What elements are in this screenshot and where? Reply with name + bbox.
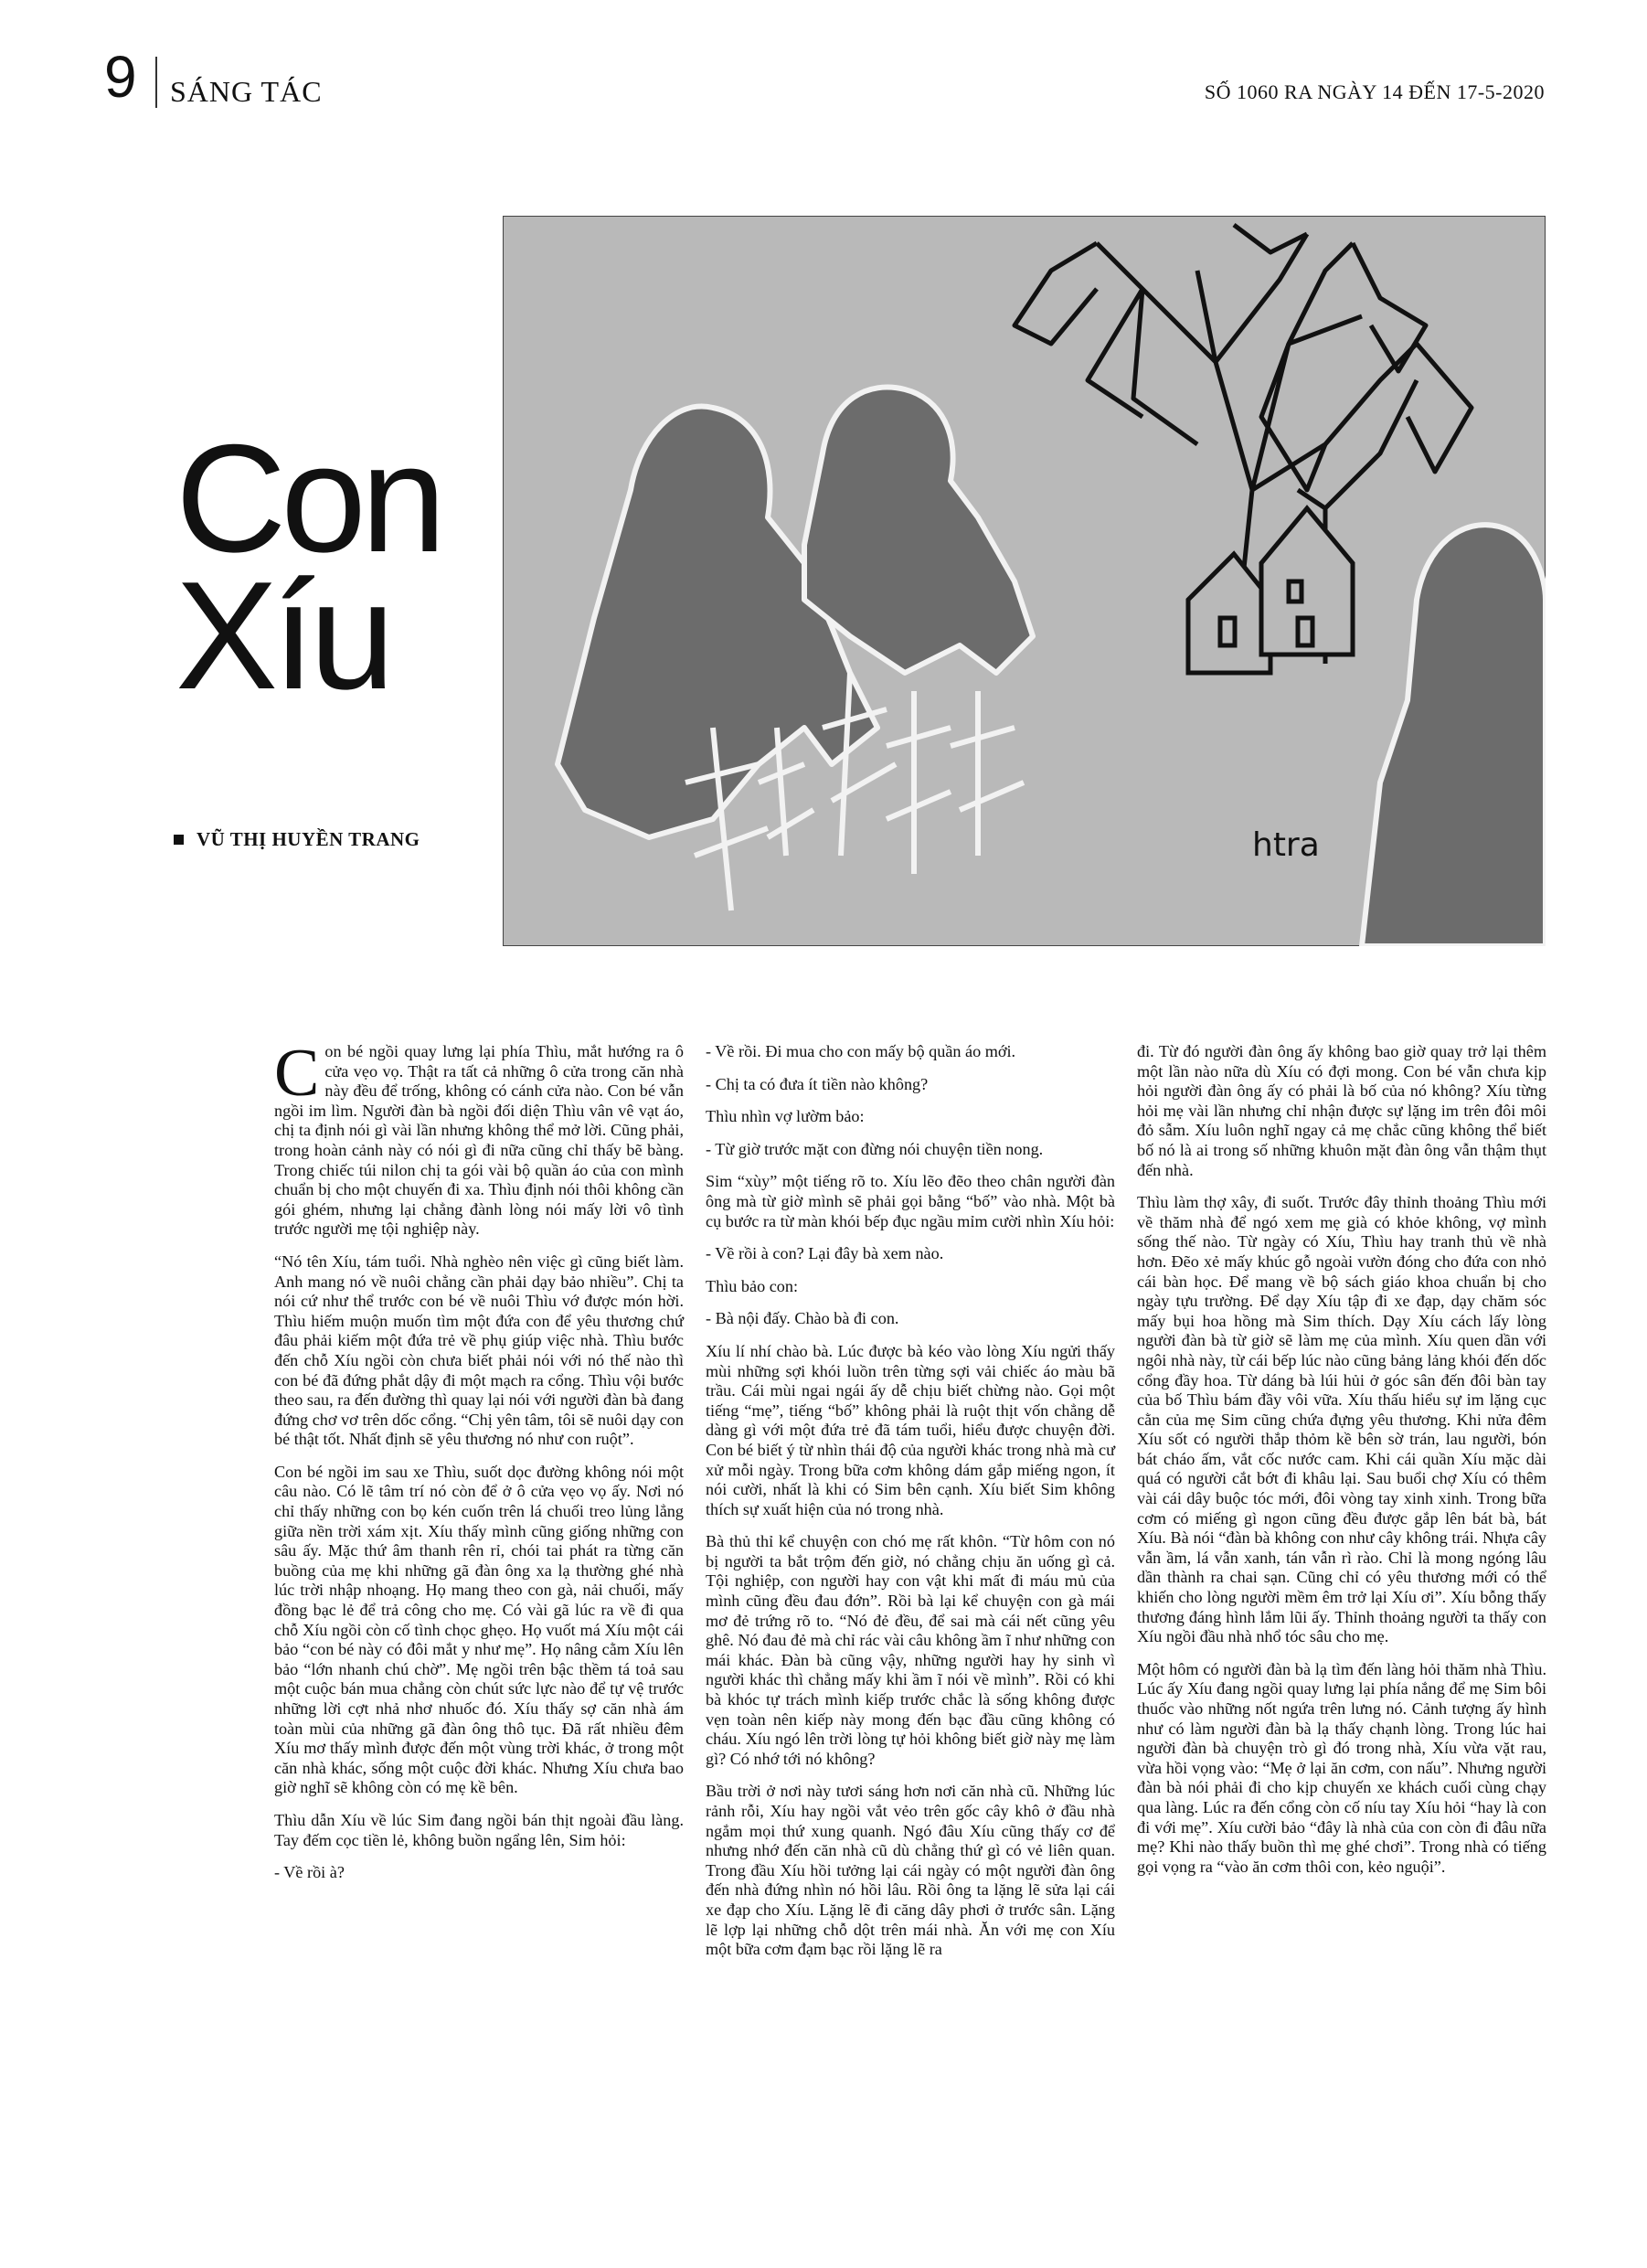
header-divider [155,57,157,108]
paragraph: Thìu dẫn Xíu về lúc Sim đang ngồi bán thịt ngoài đầu làng. Tay đếm cọc tiền lẻ, không buồn ngẩng lên, Sim hỏi: [274,1810,684,1849]
column-1 [274,1036,684,2231]
paragraph: - Bà nội đấy. Chào bà đi con. [706,1309,899,1328]
paragraph: Bầu trời ở nơi này tươi sáng hơn nơi căn nhà cũ. Những lúc rảnh rỗi, Xíu hay ngồi vắt vẻo trên gốc cây khô ở đầu nhà ngắm mọi thứ xung quanh. Ngó đâu Xíu cũng thấy cơ để nhưng nhớ đến căn nhà cũ dù chẳng thứ gì có vẻ liên quan. Trong đầu Xíu hồi tưởng lại cái ngày có một người đàn ông đến nhà đứng nhìn nó hồi lâu. Rồi ông ta lặng lẽ sửa lại cái xe đạp cho Xíu. Lặng lẽ đi căng dây phơi ở trước sân. Lặng lẽ lợp lại những chỗ dột trên mái nhà. Ăn với mẹ con Xíu một bữa cơm đạm bạc rồi lặng lẽ ra [706,1782,1115,1959]
page-header [0,0,1647,119]
author-name: VŨ THỊ HUYỀN TRANG [197,828,420,850]
section-name: SÁNG TÁC [170,75,323,108]
paragraph: - Về rồi à con? Lại đây bà xem nào. [706,1244,944,1263]
issue-info: SỐ 1060 RA NGÀY 14 ĐẾN 17-5-2020 [1204,80,1545,103]
article-body [274,1036,1546,2231]
drop-cap: C [274,1036,320,1111]
paragraph: - Chị ta có đưa ít tiền nào không? [706,1074,929,1093]
paragraph: Bà thủ thỉ kể chuyện con chó mẹ rất khôn. “Từ hôm con nó bị người ta bắt trộm đến giờ, nó chẳng chịu ăn uống gì cả. Tội nghiệp, con người hay con vật khi mất đi máu mủ của mình cũng đều đau đớn”. Rồi bà lại kể chuyện con gà mái mơ đẻ trứng rõ to. “Nó đẻ đều, để sai mà cái nết cũng yêu ghê. Nó đau đẻ mà chỉ rác vài câu không ầm ĩ như những con mái khác. Đàn bà cũng vậy, những người hay hy sinh vì người khác thì chẳng mấy khi ầm ĩ nói về mình”. Rồi có khi bà khóc tự trách mình kiếp trước chắc là sống không được vẹn toàn nên kiếp này mong đến bạc đầu cũng không có cháu. Xíu ngó lên trời lòng tự hỏi không biết giờ này mẹ làm gì? Có nhớ tới nó không? [706,1532,1115,1768]
paragraph: Con bé ngồi im sau xe Thìu, suốt dọc đường không nói một câu nào. Có lẽ tâm trí nó còn để ở ô cửa vẹo vọ ấy. Nơi nó chỉ thấy những con bọ kén cuốn trên lá chuối treo lủng lẳng giữa nền trời xám xịt. Xíu thấy mình cũng giống những con sâu ấy. Mặc thứ âm thanh rên rỉ, chói tai phát ra từng căn buồng của mẹ khi những gã đàn ông xa lạ thường ghé nhà lúc trời nhập nhoạng. Họ mang theo con gà, nải chuối, mấy đồng bạc lẻ để trả công cho mẹ. Có vài gã lúc ra về đi qua chỗ Xíu ngồi còn cố tình chọc ghẹo. Họ vuốt má Xíu một cái bảo “con bé này có đôi mắt y như mẹ”. Họ nâng cằm Xíu lên bảo “lớn nhanh chú chờ”. Mẹ ngồi trên bậc thềm tá toả sau một cuộc bán mua chẳng còn chút sức lực nào để tự vệ trước những lời cợt nhả nhơ nhuốc đó. Xíu thấy sợ căn nhà ám toàn mùi của những gã đàn ông thô tục. Đã rất nhiều đêm Xíu mơ thấy mình được đến một vùng trời khác, ở trong một căn nhà khác, sống một cuộc đời khác. Nhưng Xíu chưa bao giờ nghĩ sẽ không còn có mẹ kề bên. [274,1462,684,1797]
paragraph: Thìu nhìn vợ lườm bảo: [706,1107,865,1126]
paragraph: - Về rồi à? [274,1863,345,1882]
title-line-1: Con [175,412,441,584]
illustration-drawing [503,216,1546,946]
bullet-square-icon [174,835,184,845]
paragraph: Con bé ngồi quay lưng lại phía Thìu, mắt hướng ra ô cửa vẹo vọ. Thật ra tất cả những ô cửa trong căn nhà này đều để trống, không có cánh cửa nào. Con bé vẫn ngồi im lìm. Người đàn bà ngồi đối diện Thìu vân vê vạt áo, chị ta định nói gì vài lần nhưng không thể mở lời. Cũng phải, trong hoàn cảnh này có nói gì đi nữa cũng chỉ thấy bẽ bàng. Trong chiếc túi nilon chị ta gói vài bộ quần áo của con mình chuẩn bị cho một chuyến đi xa. Thìu định nói thôi không cần gói ghém, nhưng lại chẳng đành lòng nói mấy lời vô tình trước người mẹ tội nghiệp này. [274,1036,684,1239]
paragraph: - Về rồi. Đi mua cho con mấy bộ quần áo mới. [706,1042,1016,1060]
paragraph: Thìu làm thợ xây, đi suốt. Trước đây thỉnh thoảng Thìu mới về thăm nhà để ngó xem mẹ già có khỏe không, vợ mình sống thế nào. Từ ngày có Xíu, Thìu hay tranh thủ về nhà hơn. Đẽo xẻ mấy khúc gỗ ngoài vườn đóng cho đứa con nhỏ cái bàn học. Để mang về bộ sách giáo khoa chuẩn bị cho ngày tựu trường. Để dạy Xíu tập đi xe đạp, dạy chăm sóc mấy bụi hoa hồng mà Sim thích. Dạy Xíu cách lấy lòng người đàn bà từ giờ sẽ làm mẹ của mình. Xíu quen dần với ngôi nhà này, từ cái bếp lúc nào cũng bảng lảng khói đến dốc cổng đầy hoa. Từ dáng bà lúi hủi ở góc sân đến đôi bàn tay của bố Thìu bám đầy vôi vữa. Xíu thấu hiểu sự im lặng cục cằn của mẹ Sim cũng chứa đựng yêu thương. Khi nửa đêm Xíu sốt có người thắp thỏm kề bên sờ trán, lau người, bón bát cháo ấm, vắt cốc nước cam. Khi cái quần Xíu mặc dài quá có người cắt bớt đi khâu lại. Sau buổi chợ Xíu có thêm vài cái dây buộc tóc mới, đôi vòng tay xinh xinh. Trong bữa cơm có miếng gì ngon cũng đều được gắp lên bát bà, bát Xíu. Bà nói “đàn bà không con như cây không trái. Nhựa cây vẫn ầm, lá vẫn xanh, tán vẫn rì rào. Chỉ là mong ngóng lâu dần thành ra chai sạn. Cũng chỉ có yêu thương mới có thể khiến cho lòng người mềm êm trở lại Xíu ơi”. Xíu bỗng thấy thương đáng hình lắm lũi ấy. Thỉnh thoảng người ta thấy con Xíu ngồi đầu nhà nhổ tóc sâu cho mẹ. [1137,1193,1546,1646]
paragraph: Một hôm có người đàn bà lạ tìm đến làng hỏi thăm nhà Thìu. Lúc ấy Xíu đang ngồi quay lưng lại phía nắng để mẹ Sim bôi thuốc vào những nốt ngứa trên lưng nó. Cảnh tượng ấy hình như có làm người đàn bà lạ thấy chạnh lòng. Trong lúc hai người đàn bà chuyện trò gì đó trong nhà, Xíu vừa vặt rau, vừa hồi vọng vào: “Mẹ ở lại ăn cơm, con nấu”. Nhưng người đàn bà nói phải đi cho kịp chuyến xe khách cuối cùng chạy qua làng. Lúc ra đến cổng còn cố níu tay Xíu hỏi “hay là con đi với mẹ”. Xíu cười bảo “đây là nhà của con còn đi đâu nữa mẹ? Khi nào thấy buồn thì mẹ ghé chơi”. Trong nhà có tiếng gọi vọng ra “vào ăn cơm thôi con, kẻo nguội”. [1137,1659,1546,1876]
illustration [503,216,1546,946]
paragraph: Sim “xùy” một tiếng rõ to. Xíu lẽo đẽo theo chân người đàn ông mà từ giờ mình sẽ phải gọi bằng “bố” vào nhà. Một bà cụ bước ra từ màn khói bếp đục ngầu mỉm cười nhìn Xíu hỏi: [706,1172,1115,1230]
paragraph: Thìu bảo con: [706,1276,799,1295]
column-2 [706,1042,1115,2231]
paragraph: Xíu lí nhí chào bà. Lúc được bà kéo vào lòng Xíu ngửi thấy mùi những sợi khói luồn trên từng sợi vải chiếc áo màu bã trầu. Cái mùi ngai ngái ấy dễ chịu biết chừng nào. Gọi một tiếng “mẹ”, tiếng “bố” không phải là ruột thịt vốn chẳng dễ dàng gì với một đứa trẻ đã tám tuổi, hiểu được chuyện đời. Con bé biết ý từ nhìn thái độ của người khác trong nhà mà cư xử mỗi ngày. Trong bữa cơm không dám gắp miếng ngon, ít nói cười, nhất là khi có Sim bên cạnh. Xíu biết Sim không thích sự xuất hiện của nó trong nhà. [706,1341,1115,1518]
title-line-2: Xíu [175,549,390,721]
column-3 [1137,1042,1546,2231]
article-title [175,412,441,721]
page-number: 9 [104,44,137,110]
artist-signature: htra [1252,826,1320,864]
paragraph: đi. Từ đó người đàn ông ấy không bao giờ quay trở lại thêm một lần nào nữa dù Xíu có đợi mong. Con bé vẫn chưa kịp hỏi người đàn ông ấy có phải là bố của nó không? Xíu từng hỏi mẹ vài lần nhưng chỉ nhận được sự lặng im trên đôi môi đỏ sẫm. Xíu luôn nghĩ ngay cả mẹ chắc cũng không thể biết bố nó là ai trong số những khuôn mặt đàn ông vẫn thậm thụt đến nhà. [1137,1042,1546,1179]
paragraph: - Từ giờ trước mặt con đừng nói chuyện tiền nong. [706,1139,1044,1158]
paragraph: “Nó tên Xíu, tám tuổi. Nhà nghèo nên việc gì cũng biết làm. Anh mang nó về nuôi chẳng cần phải dạy bảo nhiều”. Chị ta nói cứ như thể trước con bé về nuôi Thìu vớ được món hời. Thìu hiếm muộn muốn tìm một đứa con để yêu thương chứ đâu phải kiếm một đứa trẻ về phụ giúp việc nhà. Thìu bước đến chỗ Xíu ngồi còn chưa biết phải nói với nó thế nào thì con bé đã đứng phắt dậy đi một mạch ra cổng. Thìu vội bước theo sau, ra đến đường thì quay lại nói với người đàn bà đang đứng chơ vơ trên dốc cổng. “Chị yên tâm, tôi sẽ nuôi dạy con bé thật tốt. Nhất định sẽ yêu thương nó như con ruột”. [274,1251,684,1449]
author-byline [174,828,420,851]
